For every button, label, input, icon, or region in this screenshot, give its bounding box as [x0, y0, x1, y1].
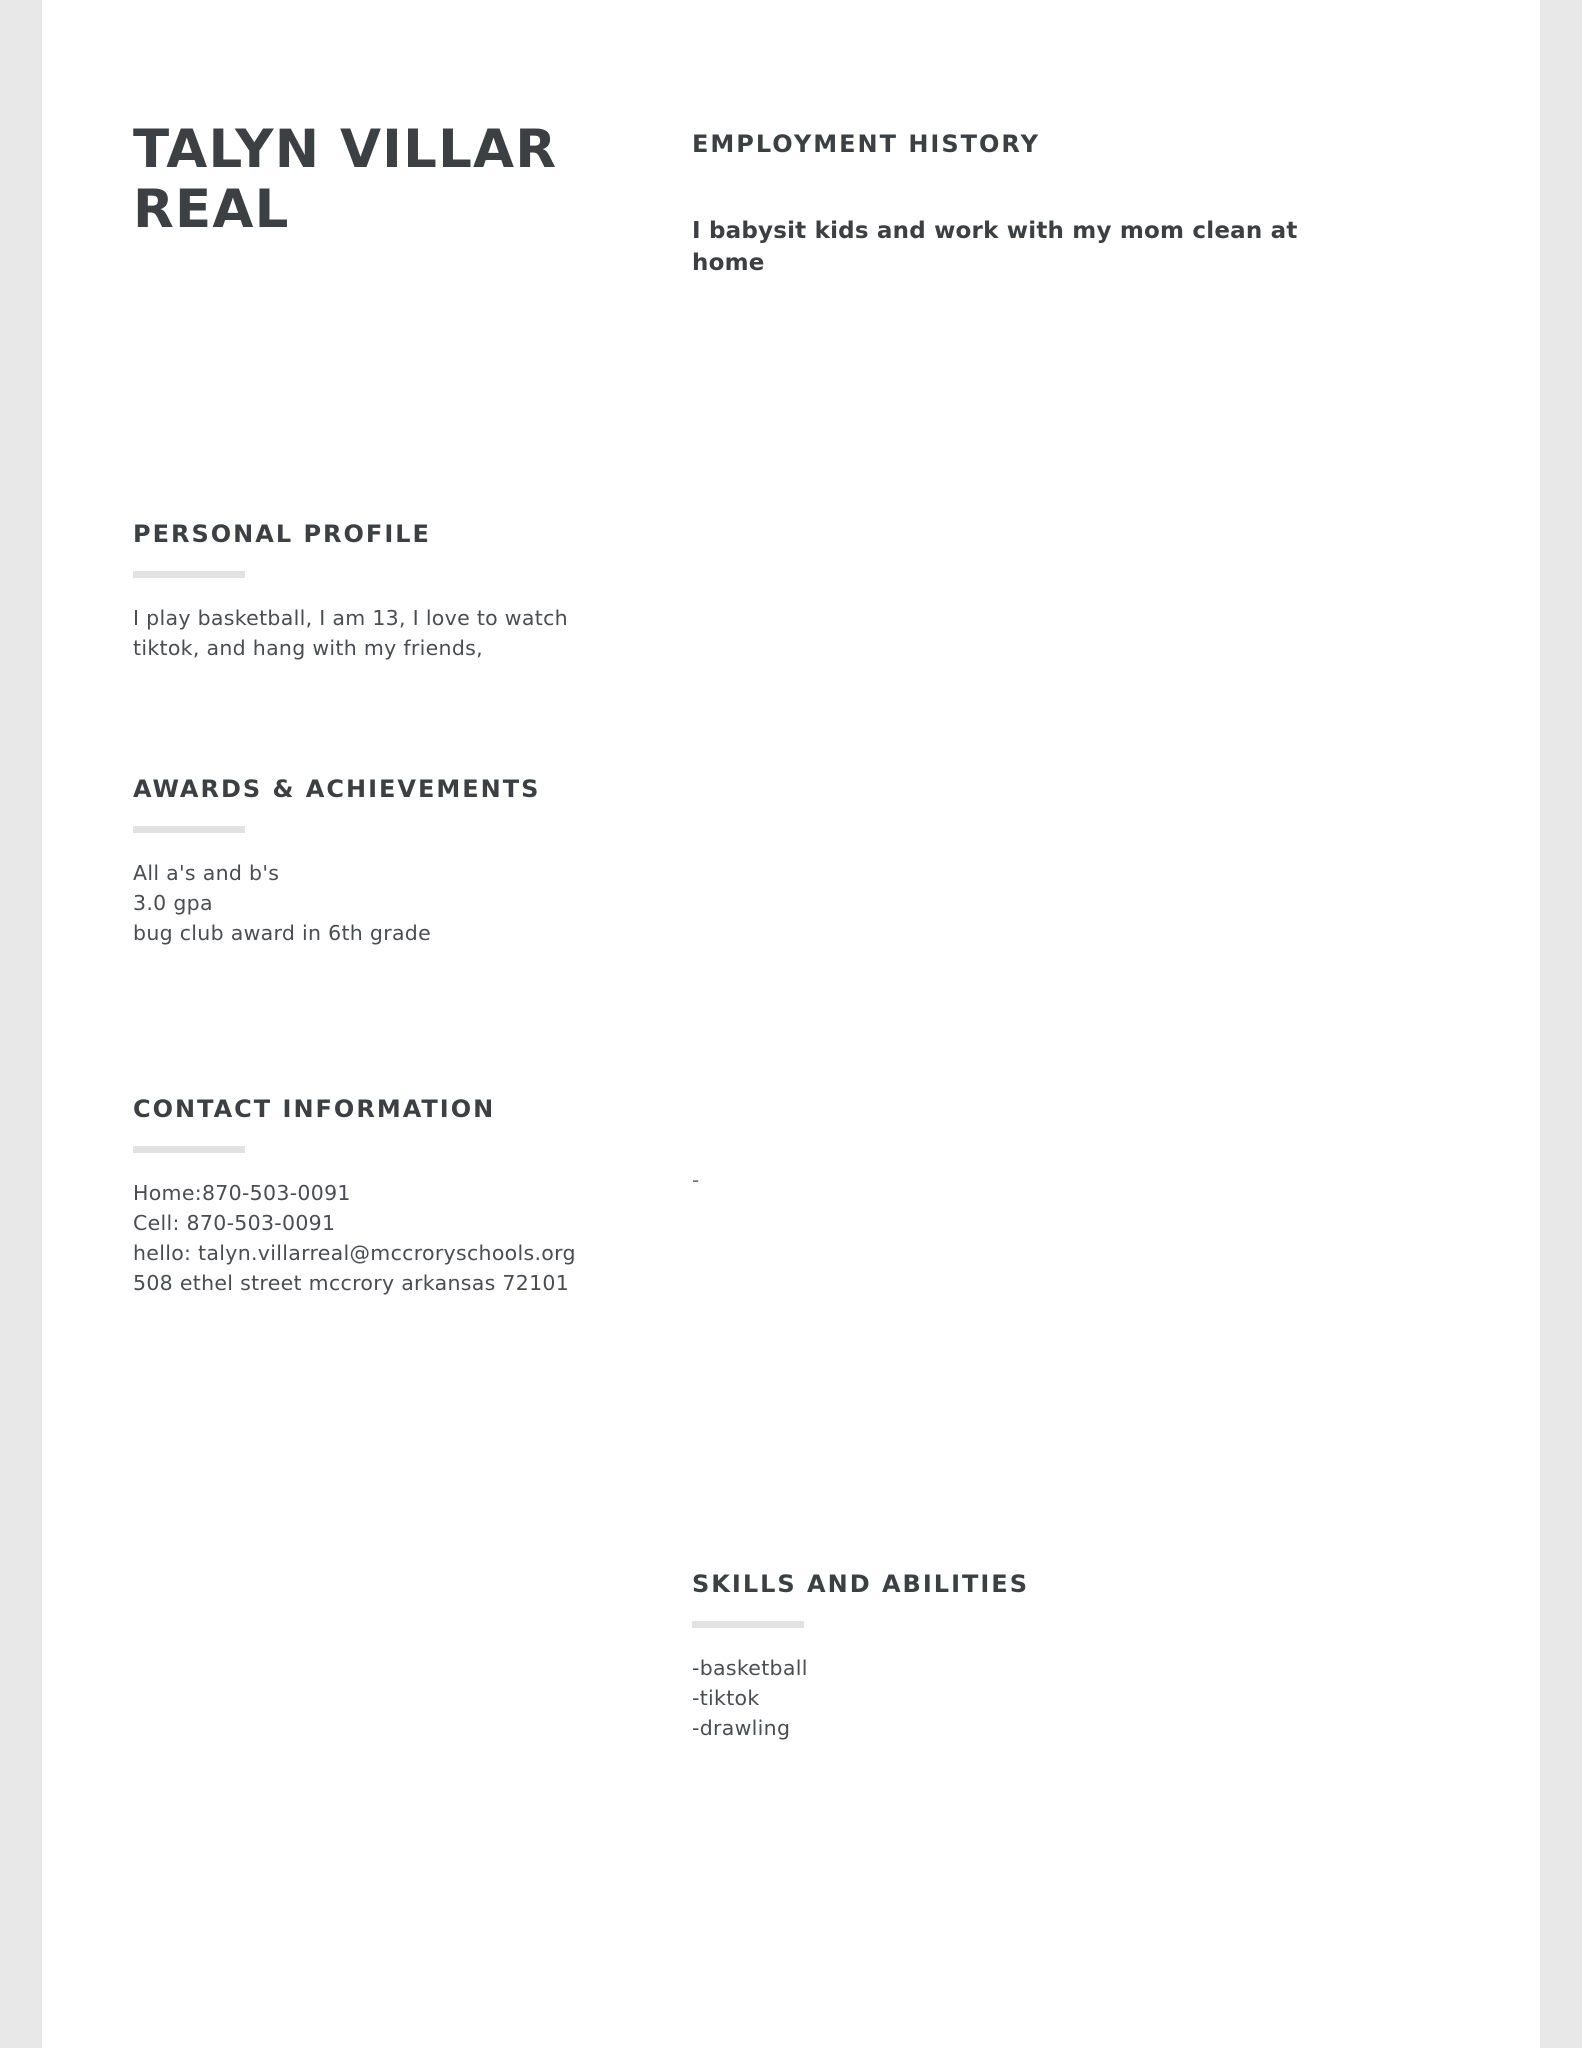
section-personal-profile — [133, 520, 593, 664]
awards-body: All a's and b's 3.0 gpa bug club award in 6th grade — [133, 860, 432, 945]
employment-entry: I babysit kids and work with my mom clean at home — [692, 218, 1298, 276]
contact-body: Home:870-503-0091 Cell: 870-503-0091 hello: talyn.villarreal@mccroryschools.org 508 ethel street mccrory arkansas 72101 — [133, 1180, 576, 1295]
candidate-name: TALYN VILLARREAL — [133, 119, 558, 241]
skills-rule — [692, 1621, 804, 1628]
contact-heading: CONTACT INFORMATION — [133, 1095, 496, 1123]
personal-profile-rule — [133, 571, 245, 578]
contact-rule — [133, 1146, 245, 1153]
separator-mark: - — [692, 1168, 700, 1192]
skills-heading: SKILLS AND ABILITIES — [692, 1570, 1029, 1598]
personal-profile-heading: PERSONAL PROFILE — [133, 520, 431, 548]
awards-heading: AWARDS & ACHIEVEMENTS — [133, 775, 541, 803]
section-skills-abilities — [692, 1570, 1252, 1744]
employment-heading: EMPLOYMENT HISTORY — [692, 130, 1040, 158]
left-column — [133, 0, 593, 241]
section-employment-history — [692, 130, 1312, 279]
page-gutter-left — [0, 0, 42, 2048]
resume-page — [42, 0, 1540, 2048]
awards-rule — [133, 826, 245, 833]
page-gutter-right — [1540, 0, 1582, 2048]
skills-body: -basketball -tiktok -drawling — [692, 1655, 808, 1740]
section-contact-information — [133, 1095, 633, 1298]
section-awards-achievements — [133, 775, 593, 949]
personal-profile-body: I play basketball, I am 13, I love to watch tiktok, and hang with my friends, — [133, 605, 568, 660]
